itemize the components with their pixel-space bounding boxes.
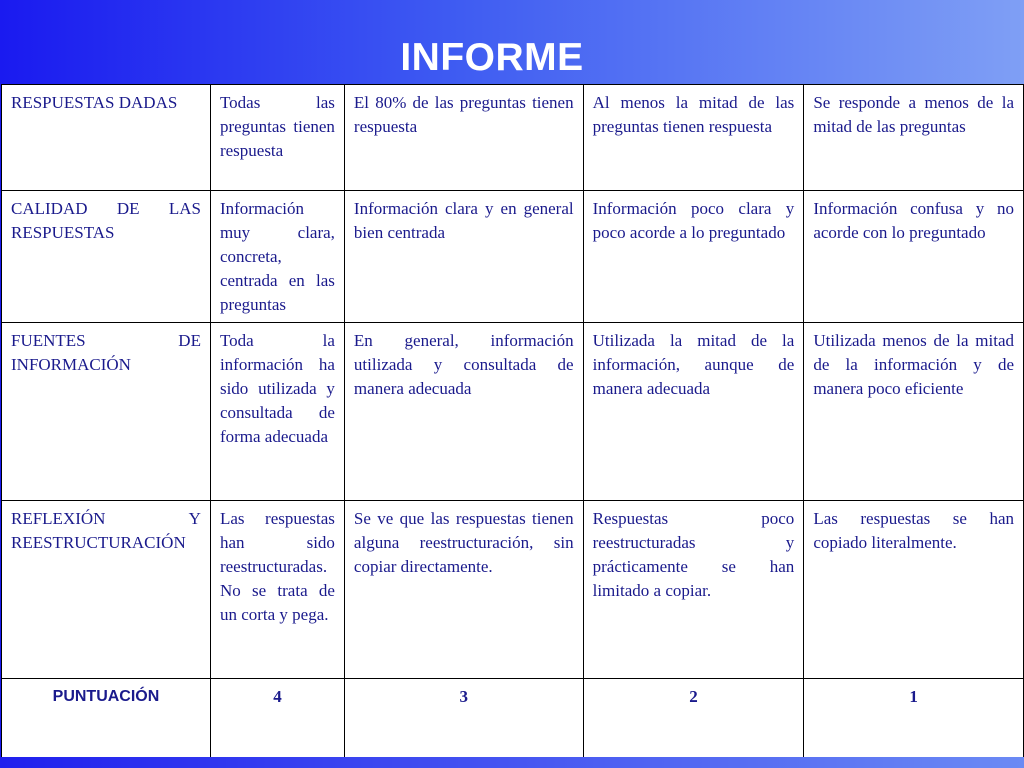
level-cell: Utilizada menos de la mitad de la información y de manera poco eficiente	[804, 323, 1024, 501]
level-cell: Se responde a menos de la mitad de las preguntas	[804, 85, 1024, 191]
level-cell: Las respuestas han sido reestructuradas. No se trata de un corta y pega.	[210, 501, 344, 679]
level-cell: Información clara y en general bien centrada	[344, 191, 583, 323]
level-cell: Información poco clara y poco acorde a lo preguntado	[583, 191, 804, 323]
bottom-strip	[0, 757, 1024, 768]
level-cell: El 80% de las preguntas tienen respuesta	[344, 85, 583, 191]
criterion-cell: FUENTES DE INFORMACIÓN	[2, 323, 211, 501]
level-cell: Información confusa y no acorde con lo preguntado	[804, 191, 1024, 323]
criterion-cell: RESPUESTAS DADAS	[2, 85, 211, 191]
level-cell: Las respuestas se han copiado literalmente.	[804, 501, 1024, 679]
criterion-cell: CALIDAD DE LAS RESPUESTAS	[2, 191, 211, 323]
table-row	[2, 323, 1024, 501]
score-row	[2, 679, 1024, 761]
level-cell: Se ve que las respuestas tienen alguna reestructuración, sin copiar directamente.	[344, 501, 583, 679]
score-value: 1	[804, 679, 1024, 761]
criterion-cell: REFLEXIÓN Y REESTRUCTURACIÓN	[2, 501, 211, 679]
score-label: PUNTUACIÓN	[2, 679, 211, 761]
level-cell: Utilizada la mitad de la información, aunque de manera adecuada	[583, 323, 804, 501]
level-cell: Toda la información ha sido utilizada y consultada de forma adecuada	[210, 323, 344, 501]
score-value: 4	[210, 679, 344, 761]
table-row	[2, 191, 1024, 323]
score-value: 3	[344, 679, 583, 761]
page-title: INFORME	[400, 36, 584, 79]
table-row	[2, 501, 1024, 679]
rubric-table	[1, 84, 1024, 761]
level-cell: Al menos la mitad de las preguntas tienen respuesta	[583, 85, 804, 191]
level-cell: En general, información utilizada y consultada de manera adecuada	[344, 323, 583, 501]
score-value: 2	[583, 679, 804, 761]
level-cell: Todas las preguntas tienen respuesta	[210, 85, 344, 191]
level-cell: Información muy clara, concreta, centrada en las preguntas	[210, 191, 344, 323]
table-row	[2, 85, 1024, 191]
level-cell: Respuestas poco reestructuradas y prácticamente se han limitado a copiar.	[583, 501, 804, 679]
